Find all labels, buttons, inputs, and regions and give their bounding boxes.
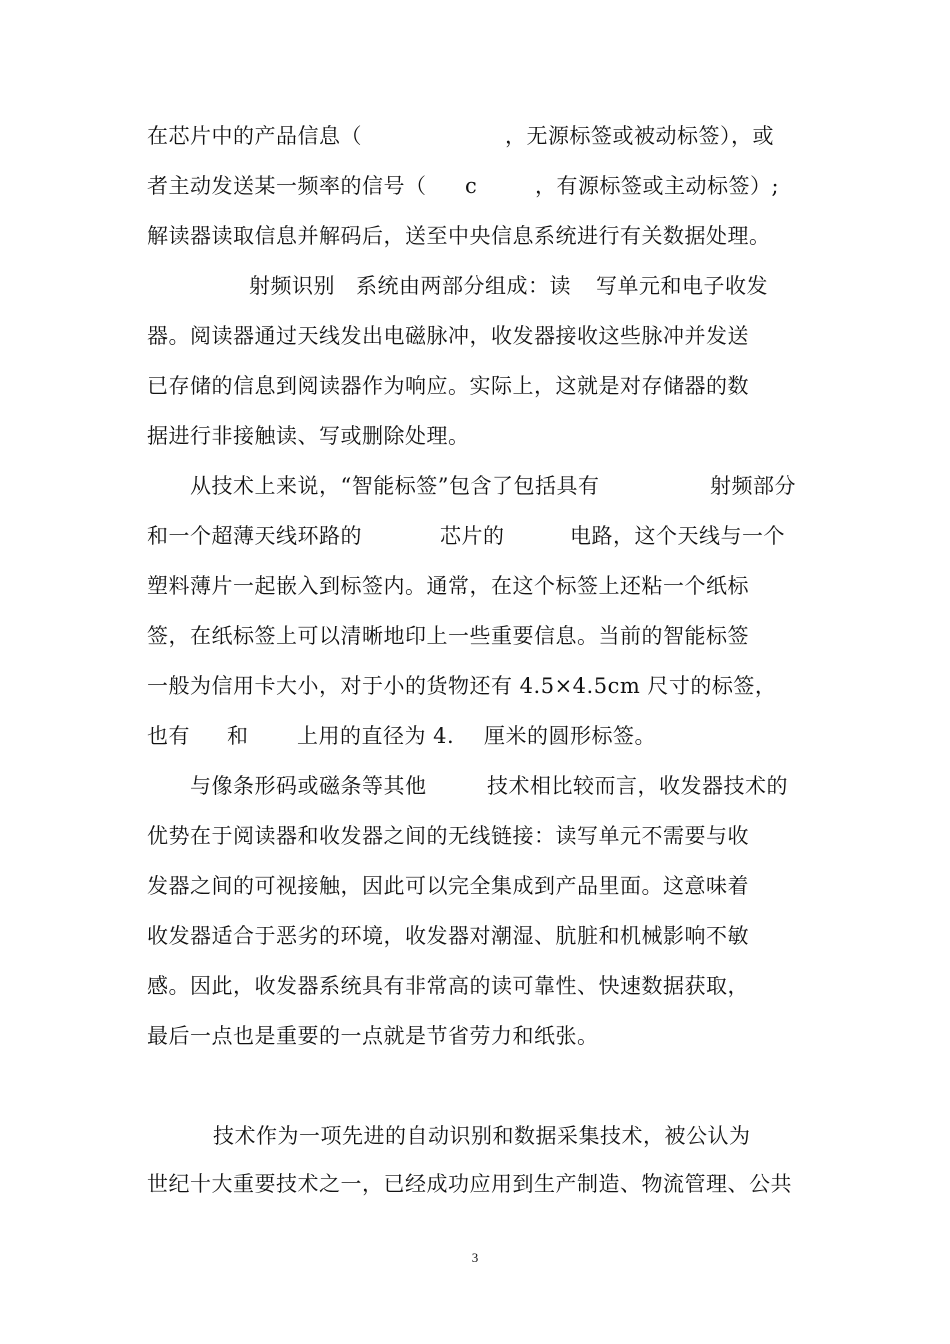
paragraph-2-line-4 bbox=[0, 416, 950, 456]
paragraph-3-line-1 bbox=[0, 466, 950, 506]
paragraph-5-line-1 bbox=[0, 1116, 950, 1156]
text-run: 优势在于阅读器和收发器之间的无线链接：读 bbox=[147, 824, 577, 848]
text-run: 解读器读取信息并解码后，送至中央信息系统进行有关数据处理。 bbox=[147, 224, 771, 248]
text-run: 写单元和电子收发 bbox=[596, 274, 768, 298]
paragraph-3-line-4 bbox=[0, 616, 950, 656]
paragraph-4-line-4 bbox=[0, 916, 950, 956]
text-run: ，有源标签或主动标签）; bbox=[535, 174, 780, 198]
text-run: 射频识别 bbox=[249, 274, 335, 298]
text-run: 最后一点也是重要的一点就是节省劳力和纸张。 bbox=[147, 1024, 599, 1048]
text-run: 也有 bbox=[147, 724, 190, 748]
paragraph-1-line-1 bbox=[0, 116, 950, 156]
text-run: 收发器适合于恶劣的环境，收发器对潮湿、肮脏和机械影响不敏 bbox=[147, 924, 749, 948]
text-run: 一般为信用卡大小，对于小的货物还有 4.5×4.5cm 尺寸的标签， bbox=[147, 674, 777, 698]
text-run: 感。因此，收发器系统具有非常高的读可靠性、快速数据获取， bbox=[147, 974, 749, 998]
text-run: 上用的直径为 4. bbox=[297, 724, 455, 748]
text-run: c bbox=[465, 174, 478, 198]
text-run: ，无源标签或被动标签），或 bbox=[505, 124, 774, 148]
text-run: 已存储的信息到阅读器作为响应。实际上，这就是对存储器的数 bbox=[147, 374, 749, 398]
paragraph-5-line-2 bbox=[0, 1164, 950, 1204]
text-run: 技术相比较而言，收发器技术的 bbox=[487, 774, 788, 798]
text-run: 塑料薄片一起嵌入到标签内。通常，在这个标签上还粘一个纸标 bbox=[147, 574, 749, 598]
paragraph-2-line-2 bbox=[0, 316, 950, 356]
paragraph-4-line-1 bbox=[0, 766, 950, 806]
text-run: 写单元不需要与收 bbox=[577, 824, 749, 848]
text-run: 在芯片中的产品信息（ bbox=[147, 124, 362, 148]
paragraph-1-line-2 bbox=[0, 166, 950, 206]
text-run: 系统由两部分组成：读 bbox=[356, 274, 571, 298]
paragraph-4-line-5 bbox=[0, 966, 950, 1006]
paragraph-3-line-3 bbox=[0, 566, 950, 606]
text-run: 与像条形码或磁条等其他 bbox=[190, 774, 427, 798]
paragraph-3-line-6 bbox=[0, 716, 950, 756]
text-run: 技术作为一项先进的自动识别和数据采集技术，被公认为 bbox=[213, 1124, 751, 1148]
paragraph-4-line-2 bbox=[0, 816, 950, 856]
paragraph-3-line-5 bbox=[0, 666, 950, 706]
text-run: 世纪十大重要技术之一，已经成功应用到生产制造、物流管理、公共 bbox=[147, 1172, 792, 1196]
text-run: 据进行非接触读、写或删除处理。 bbox=[147, 424, 470, 448]
text-run: 者主动发送某一频率的信号（ bbox=[147, 174, 427, 198]
paragraph-4-line-6 bbox=[0, 1016, 950, 1056]
text-run: 厘米的圆形标签。 bbox=[484, 724, 656, 748]
page-number: 3 bbox=[471, 1250, 479, 1265]
text-run: 芯片的 bbox=[440, 524, 505, 548]
text-run: 签，在纸标签上可以清晰地印上一些重要信息。当前的智能标签 bbox=[147, 624, 749, 648]
paragraph-4-line-3 bbox=[0, 866, 950, 906]
paragraph-2-line-1 bbox=[0, 266, 950, 306]
text-run: 射频部分 bbox=[710, 474, 796, 498]
paragraph-2-line-3 bbox=[0, 366, 950, 406]
text-run: 从技术上来说，“智能标签”包含了包括具有 bbox=[190, 474, 600, 498]
paragraph-3-line-2 bbox=[0, 516, 950, 556]
text-run: 和一个超薄天线环路的 bbox=[147, 524, 362, 548]
paragraph-1-line-3 bbox=[0, 216, 950, 256]
text-run: 器。阅读器通过天线发出电磁脉冲，收发器接收这些脉冲并发送 bbox=[147, 324, 749, 348]
text-run: 和 bbox=[227, 724, 249, 748]
text-run: 电路，这个天线与一个 bbox=[570, 524, 785, 548]
text-run: 发器之间的可视接触，因此可以完全集成到产品里面。这意味着 bbox=[147, 874, 749, 898]
